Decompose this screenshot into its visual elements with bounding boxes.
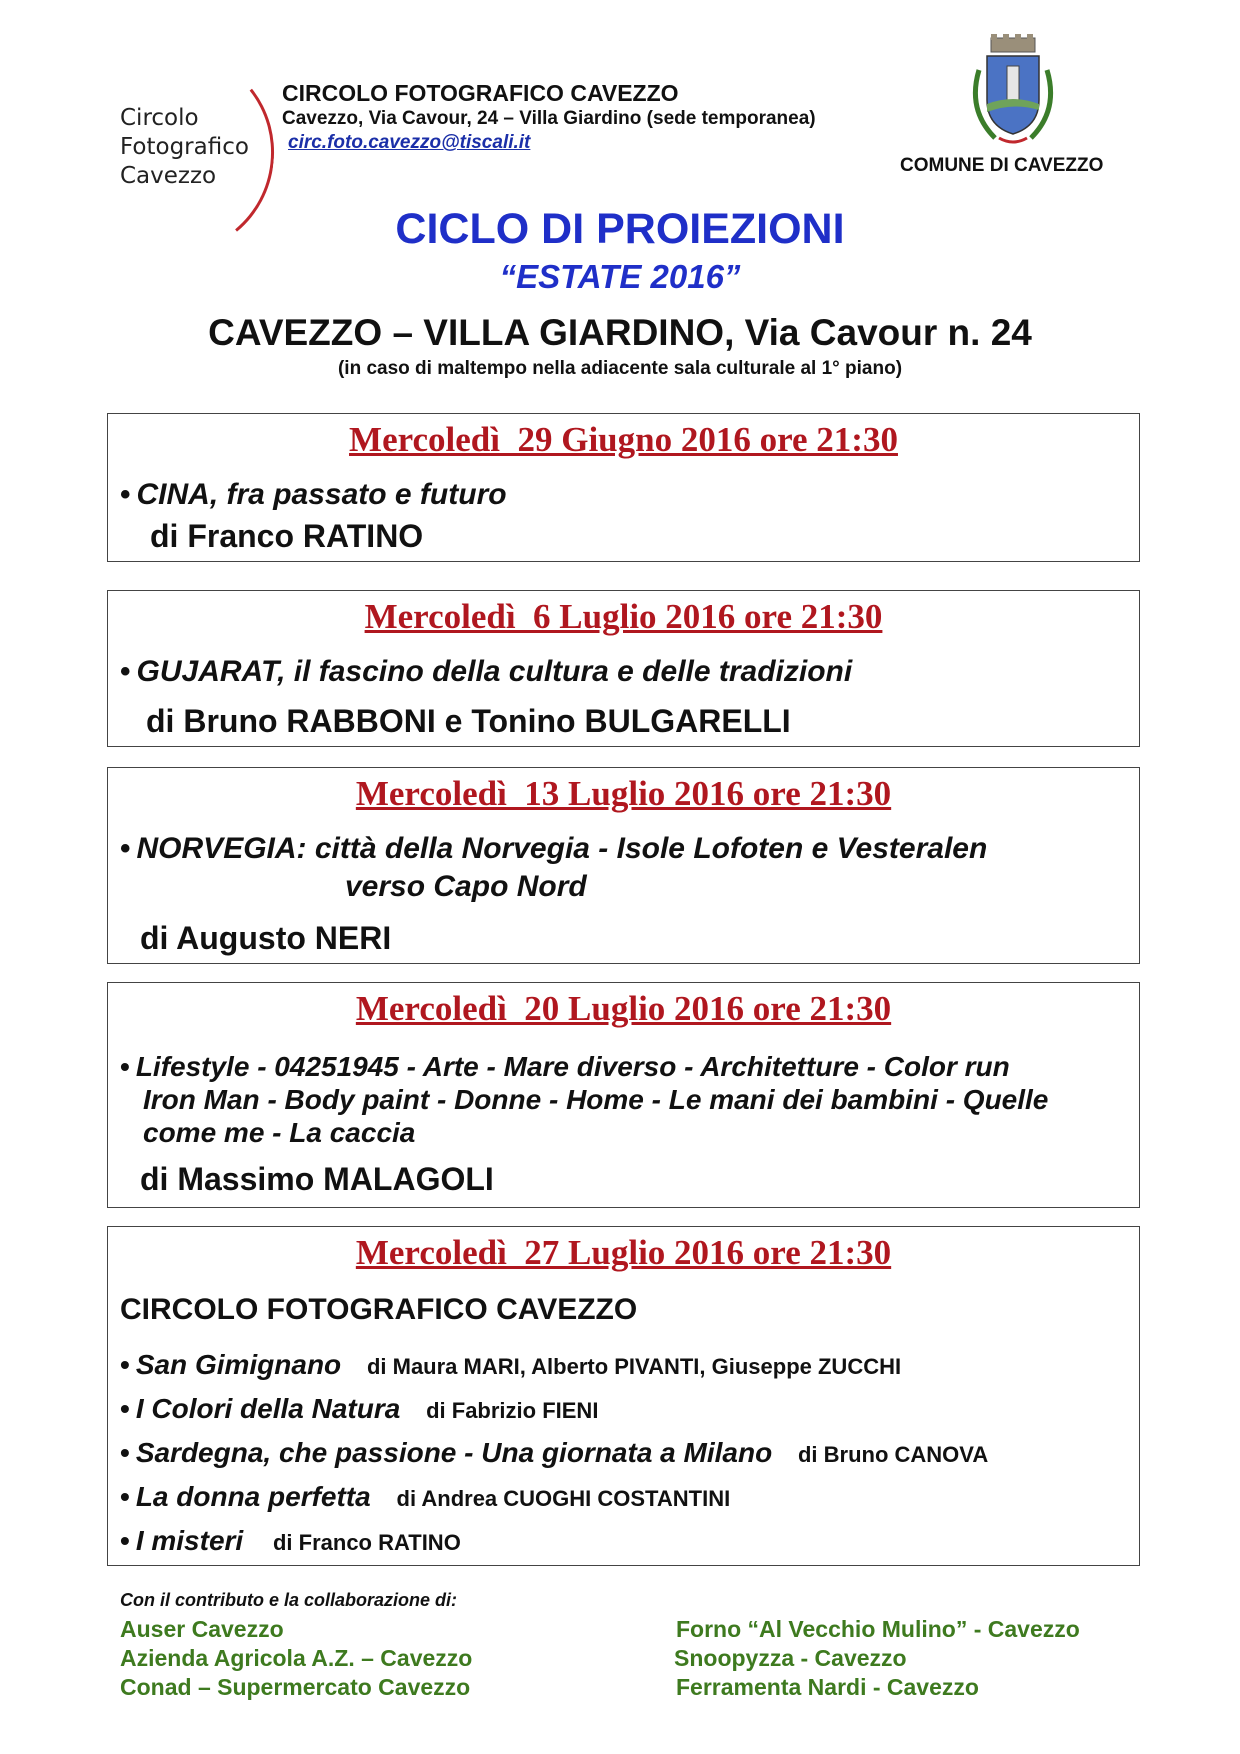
event-title-line2: Iron Man - Body paint - Donne - Home - Le mani dei bambini - Quelle <box>143 1084 1049 1115</box>
logo-line: Cavezzo <box>120 163 217 189</box>
item-author: di Andrea CUOGHI COSTANTINI <box>396 1486 731 1511</box>
club-address: Cavezzo, Via Cavour, 24 – Villa Giardino (sede temporanea) <box>282 108 816 129</box>
item-title: Sardegna, che passione - Una giornata a Milano <box>135 1437 773 1468</box>
event-date: Mercoledì 13 Luglio 2016 ore 21:30 <box>355 774 892 813</box>
event-box <box>107 982 1140 1208</box>
bullet-icon: • <box>120 1349 130 1380</box>
event-date: Mercoledì 20 Luglio 2016 ore 21:30 <box>355 989 892 1028</box>
sponsor-item: Ferramenta Nardi - Cavezzo <box>676 1674 979 1700</box>
bullet-icon: • <box>120 1051 130 1082</box>
item-author: di Bruno CANOVA <box>797 1442 989 1467</box>
bullet-icon: • <box>120 832 131 865</box>
bullet-icon: • <box>120 1437 130 1468</box>
event-box <box>107 767 1140 964</box>
venue-heading: CAVEZZO – VILLA GIARDINO, Via Cavour n. 24 <box>208 312 1032 353</box>
event-date: Mercoledì 29 Giugno 2016 ore 21:30 <box>349 420 898 459</box>
item-title: San Gimignano <box>135 1349 342 1380</box>
logo-line: Circolo <box>120 105 199 131</box>
event-author: di Augusto NERI <box>140 920 392 956</box>
club-name: CIRCOLO FOTOGRAFICO CAVEZZO <box>282 80 679 106</box>
bullet-icon: • <box>120 1481 130 1512</box>
event-title <box>120 478 507 512</box>
event-title-text: Lifestyle - 04251945 - Arte - Mare diverso - Architetture - Color run <box>135 1051 1010 1082</box>
logo-line: Fotografico <box>120 134 249 160</box>
event-box <box>107 413 1140 562</box>
event-box <box>107 1226 1140 1566</box>
bullet-icon: • <box>120 655 131 688</box>
event-title-text: NORVEGIA: città della Norvegia - Isole Lofoten e Vesteralen <box>136 832 988 865</box>
list-item <box>120 1393 598 1425</box>
sponsor-item: Auser Cavezzo <box>120 1616 284 1642</box>
event-title <box>120 655 852 689</box>
event-title <box>120 832 987 866</box>
item-author: di Franco RATINO <box>272 1530 461 1555</box>
page-title: CICLO DI PROIEZIONI <box>395 205 845 253</box>
bullet-icon: • <box>120 478 131 511</box>
list-item <box>120 1437 988 1469</box>
event-date: Mercoledì 6 Luglio 2016 ore 21:30 <box>364 597 883 636</box>
item-title: I misteri <box>135 1525 244 1556</box>
event-box <box>107 590 1140 747</box>
event-title-line2: verso Capo Nord <box>345 870 587 903</box>
sponsor-item: Azienda Agricola A.Z. – Cavezzo <box>120 1645 473 1671</box>
sponsor-item: Snoopyzza - Cavezzo <box>674 1645 907 1671</box>
venue-note: (in caso di maltempo nella adiacente sala culturale al 1° piano) <box>337 358 903 379</box>
list-item <box>120 1525 461 1557</box>
club-email-link[interactable]: circ.foto.cavezzo@tiscali.it <box>288 132 531 153</box>
item-title: I Colori della Natura <box>135 1393 401 1424</box>
logo-text <box>120 104 249 191</box>
event-author: di Franco RATINO <box>150 518 424 554</box>
event-title-text: GUJARAT, il fascino della cultura e delle tradizioni <box>136 655 853 688</box>
item-title: La donna perfetta <box>135 1481 371 1512</box>
bullet-icon: • <box>120 1393 130 1424</box>
event-title <box>120 1051 1010 1083</box>
item-author: di Fabrizio FIENI <box>426 1398 599 1423</box>
event-date: Mercoledì 27 Luglio 2016 ore 21:30 <box>355 1233 892 1272</box>
bullet-icon: • <box>120 1525 130 1556</box>
municipality-label: COMUNE DI CAVEZZO <box>900 155 1104 176</box>
event-heading: CIRCOLO FOTOGRAFICO CAVEZZO <box>120 1293 638 1326</box>
list-item <box>120 1481 730 1513</box>
item-author: di Maura MARI, Alberto PIVANTI, Giuseppe ZUCCHI <box>366 1354 902 1379</box>
event-author: di Massimo MALAGOLI <box>140 1161 494 1197</box>
season-subtitle: “ESTATE 2016” <box>499 258 741 295</box>
list-item <box>120 1349 901 1381</box>
event-author: di Bruno RABBONI e Tonino BULGARELLI <box>146 703 791 739</box>
sponsor-item: Conad – Supermercato Cavezzo <box>120 1674 471 1700</box>
event-title-line3: come me - La caccia <box>143 1117 416 1148</box>
event-title-text: CINA, fra passato e futuro <box>136 478 507 511</box>
coat-of-arms-icon <box>965 30 1061 152</box>
sponsor-item: Forno “Al Vecchio Mulino” - Cavezzo <box>676 1616 1080 1642</box>
sponsors-heading: Con il contributo e la collaborazione di: <box>120 1590 458 1610</box>
